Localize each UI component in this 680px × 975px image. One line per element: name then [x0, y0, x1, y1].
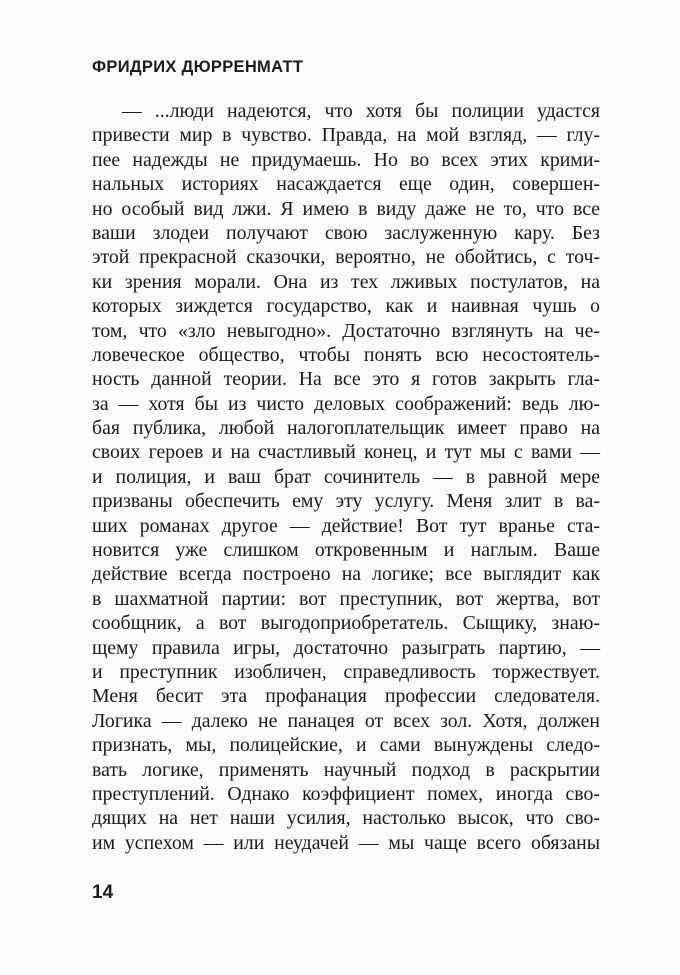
text-line: Логика — далеко не панацея от всех зол. Хотя, должен [92, 709, 600, 732]
text-line: бая публика, любой налогоплательщик имеет право на [92, 417, 600, 440]
text-line: ловеческое общество, чтобы понять всю несостоятель- [92, 343, 600, 366]
text-line: которых зиждется государство, как и наивная чушь о [92, 295, 600, 318]
text-line: этой прекрасной сказочки, вероятно, не обойтись, с точ- [92, 246, 600, 269]
body-text [92, 99, 600, 855]
text-line: нальных историях насаждается еще один, совершен- [92, 173, 600, 196]
text-line: в шахматной партии: вот преступник, вот жертва, вот [92, 587, 600, 610]
text-line: щему правила игры, достаточно разыграть партию, — [92, 636, 600, 659]
text-line: своих героев и на счастливый конец, и тут мы с вами — [92, 441, 600, 464]
page-number: 14 [92, 882, 114, 903]
text-line: преступлений. Однако коэффициент помех, иногда сво- [92, 782, 600, 805]
text-line: Меня бесит эта профанация профессии следователя. [92, 685, 600, 708]
text-line: и преступник изобличен, справедливость торжествует. [92, 660, 600, 683]
text-line: им успехом — или неудачей — мы чаще всего обязаны [92, 831, 600, 854]
text-line: но особый вид лжи. Я имею в виду даже не то, что все [92, 197, 600, 220]
running-head-author: ФРИДРИХ ДЮРРЕНМАТТ [92, 58, 304, 76]
text-line: действие всегда построено на логике; все выглядит как [92, 563, 600, 586]
text-line: сообщник, а вот выгодоприобретатель. Сыщику, знаю- [92, 612, 600, 635]
text-line: и полиция, и ваш брат сочинитель — в равной мере [92, 465, 600, 488]
text-line: ность данной теории. На все это я готов закрыть гла- [92, 368, 600, 391]
text-line: ваши злодеи получают свою заслуженную кару. Без [92, 221, 600, 244]
text-line: — ...люди надеются, что хотя бы полиции удастся [122, 100, 600, 122]
text-line: пее надежды не придумаешь. Но во всех этих крими- [92, 148, 600, 171]
text-line: том, что «зло невыгодно». Достаточно взглянуть на че- [92, 319, 600, 342]
text-line: вать логике, применять научный подход в раскрытии [92, 758, 600, 781]
text-line: ки зрения морали. Она из тех лживых постулатов, на [92, 270, 600, 293]
text-line: дящих на нет наши усилия, настолько высок, что сво- [92, 807, 600, 830]
text-line: ших романах другое — действие! Вот тут вранье ста- [92, 514, 600, 537]
text-line: привести мир в чувство. Правда, на мой взгляд, — глу- [92, 124, 600, 147]
text-line: признать, мы, полицейские, и сами вынуждены следо- [92, 734, 600, 757]
text-line: новится уже слишком откровенным и наглым. Ваше [92, 539, 600, 562]
text-line: призваны обеспечить ему эту услугу. Меня злит в ва- [92, 490, 600, 513]
text-line: за — хотя бы из чисто деловых соображений: ведь лю- [92, 392, 600, 415]
